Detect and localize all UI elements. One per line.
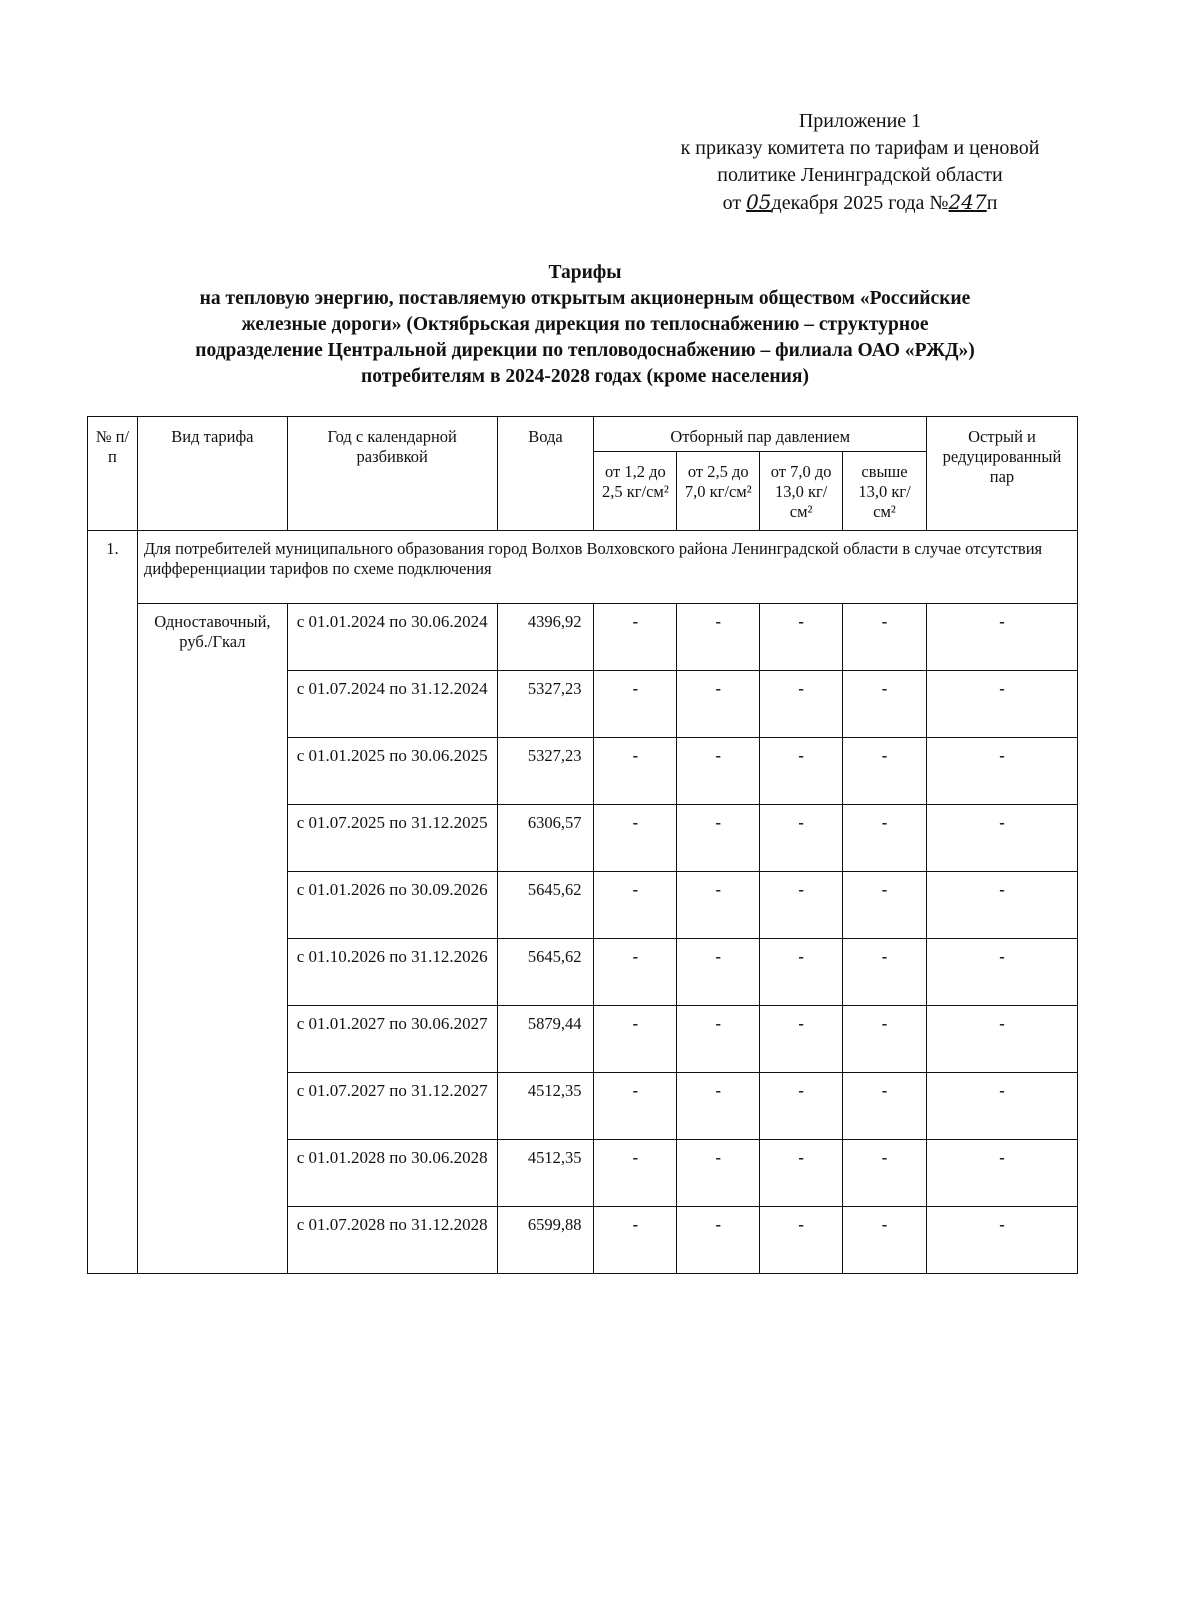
s1-value: - (594, 805, 677, 872)
date-prefix: от (722, 192, 742, 214)
water-value: 5645,62 (497, 939, 594, 1006)
header-steam: Отборный пар давлением (594, 417, 927, 452)
table-row (88, 604, 1078, 671)
sharp-value: - (926, 1207, 1077, 1274)
section-description: Для потребителей муниципального образования город Волхов Волховского района Ленинградской области в случае отсутствия дифференциации тарифов по схеме подключения (137, 531, 1077, 604)
s3-value: - (760, 939, 843, 1006)
s1-value: - (594, 1207, 677, 1274)
s1-value: - (594, 939, 677, 1006)
period-cell: с 01.01.2028 по 30.06.2028 (287, 1140, 497, 1207)
s2-value: - (677, 939, 760, 1006)
sharp-value: - (926, 872, 1077, 939)
header-num: № п/п (88, 417, 138, 531)
s3-value: - (760, 1006, 843, 1073)
s4-value: - (843, 939, 927, 1006)
s2-value: - (677, 1073, 760, 1140)
s1-value: - (594, 872, 677, 939)
s4-value: - (843, 872, 927, 939)
s1-value: - (594, 1140, 677, 1207)
water-value: 6306,57 (497, 805, 594, 872)
header-period: Год с календарной разбивкой (287, 417, 497, 531)
period-cell: с 01.07.2024 по 31.12.2024 (287, 671, 497, 738)
number-suffix: п (986, 192, 998, 214)
period-cell: с 01.01.2026 по 30.09.2026 (287, 872, 497, 939)
s3-value: - (760, 1140, 843, 1207)
sharp-value: - (926, 805, 1077, 872)
s3-value: - (760, 1207, 843, 1274)
appendix-header (600, 108, 1120, 217)
s1-value: - (594, 738, 677, 805)
section-number: 1. (88, 531, 138, 1274)
s2-value: - (677, 738, 760, 805)
period-cell: с 01.10.2026 по 31.12.2026 (287, 939, 497, 1006)
s2-value: - (677, 604, 760, 671)
title-line4: потребителям в 2024-2028 годах (кроме населения) (361, 366, 809, 387)
s4-value: - (843, 1006, 927, 1073)
water-value: 4512,35 (497, 1073, 594, 1140)
s1-value: - (594, 1006, 677, 1073)
period-cell: с 01.01.2025 по 30.06.2025 (287, 738, 497, 805)
period-cell: с 01.01.2027 по 30.06.2027 (287, 1006, 497, 1073)
s3-value: - (760, 872, 843, 939)
sharp-value: - (926, 671, 1077, 738)
s4-value: - (843, 738, 927, 805)
period-cell: с 01.07.2028 по 31.12.2028 (287, 1207, 497, 1274)
s2-value: - (677, 1207, 760, 1274)
sharp-value: - (926, 1073, 1077, 1140)
s2-value: - (677, 1140, 760, 1207)
header-steam-4: свыше 13,0 кг/см² (843, 452, 927, 531)
sharp-value: - (926, 939, 1077, 1006)
s3-value: - (760, 1073, 843, 1140)
s1-value: - (594, 604, 677, 671)
s4-value: - (843, 671, 927, 738)
title-line2: железные дороги» (Октябрьская дирекция по теплоснабжению – структурное (241, 314, 929, 335)
s4-value: - (843, 805, 927, 872)
appendix-line3: политике Ленинградской области (717, 164, 1003, 186)
section-row (88, 531, 1078, 604)
s1-value: - (594, 671, 677, 738)
tariff-table (87, 416, 1078, 1274)
water-value: 5645,62 (497, 872, 594, 939)
s4-value: - (843, 1140, 927, 1207)
title-heading: Тарифы (548, 262, 622, 283)
document-title (80, 260, 1090, 390)
s2-value: - (677, 1006, 760, 1073)
water-value: 5327,23 (497, 671, 594, 738)
sharp-value: - (926, 1006, 1077, 1073)
s3-value: - (760, 604, 843, 671)
date-mid: декабря 2025 года № (771, 192, 949, 214)
header-steam-2: от 2,5 до 7,0 кг/см² (677, 452, 760, 531)
appendix-line1: Приложение 1 (798, 110, 922, 132)
s3-value: - (760, 738, 843, 805)
title-line3: подразделение Центральной дирекции по тепловодоснабжению – филиала ОАО «РЖД») (195, 340, 975, 361)
water-value: 5327,23 (497, 738, 594, 805)
header-sharp-steam: Острый и редуцированный пар (926, 417, 1077, 531)
handwritten-day: 05 (746, 190, 772, 214)
header-steam-3: от 7,0 до 13,0 кг/см² (760, 452, 843, 531)
s4-value: - (843, 1207, 927, 1274)
s2-value: - (677, 872, 760, 939)
period-cell: с 01.07.2025 по 31.12.2025 (287, 805, 497, 872)
s2-value: - (677, 805, 760, 872)
s4-value: - (843, 604, 927, 671)
period-cell: с 01.07.2027 по 31.12.2027 (287, 1073, 497, 1140)
s1-value: - (594, 1073, 677, 1140)
sharp-value: - (926, 1140, 1077, 1207)
water-value: 6599,88 (497, 1207, 594, 1274)
s2-value: - (677, 671, 760, 738)
water-value: 4512,35 (497, 1140, 594, 1207)
header-steam-1: от 1,2 до 2,5 кг/см² (594, 452, 677, 531)
s3-value: - (760, 805, 843, 872)
header-type: Вид тарифа (137, 417, 287, 531)
title-line1: на тепловую энергию, поставляемую открытым акционерным обществом «Российские (199, 288, 971, 309)
header-water: Вода (497, 417, 594, 531)
s3-value: - (760, 671, 843, 738)
sharp-value: - (926, 738, 1077, 805)
sharp-value: - (926, 604, 1077, 671)
water-value: 4396,92 (497, 604, 594, 671)
s4-value: - (843, 1073, 927, 1140)
appendix-line2: к приказу комитета по тарифам и ценовой (680, 137, 1040, 159)
period-cell: с 01.01.2024 по 30.06.2024 (287, 604, 497, 671)
water-value: 5879,44 (497, 1006, 594, 1073)
tariff-type: Одноставочный, руб./Гкал (137, 604, 287, 1274)
appendix-date-line (600, 189, 1120, 217)
handwritten-number: 247 (948, 190, 987, 214)
